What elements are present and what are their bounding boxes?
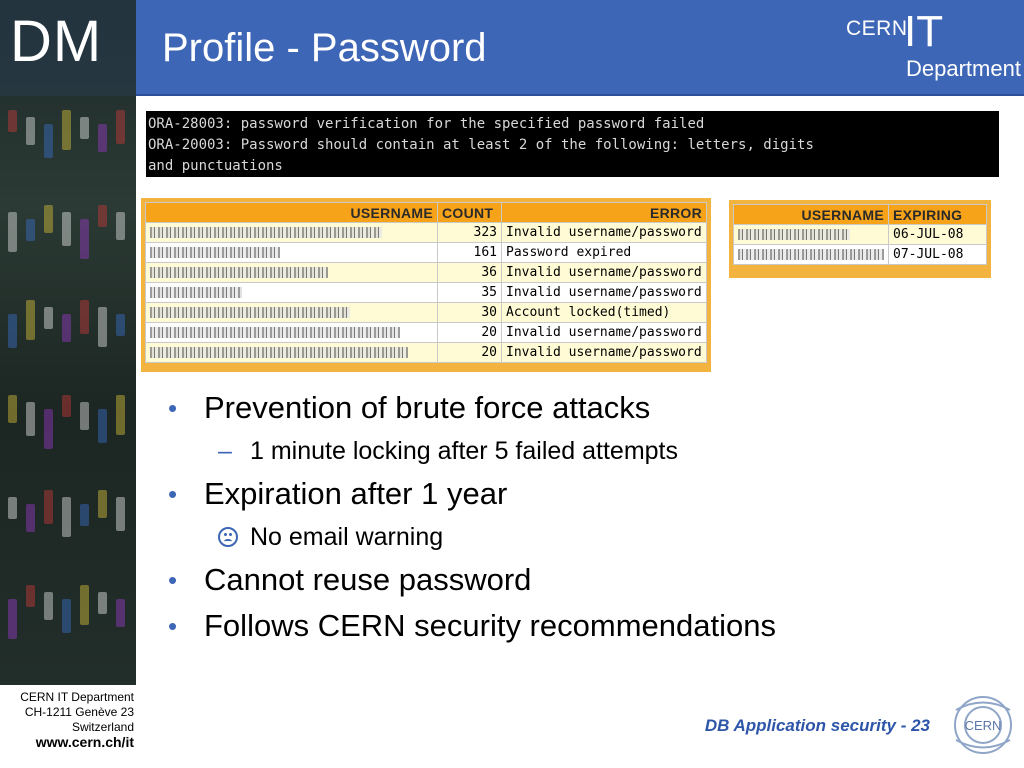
bullet-item	[164, 388, 1004, 428]
error-cell: Invalid username/password	[502, 323, 707, 343]
decorative-strip	[26, 585, 35, 607]
table-row	[146, 263, 707, 283]
bullet-text: Expiration after 1 year	[204, 476, 508, 511]
decorative-strip	[80, 300, 89, 334]
decorative-strip	[98, 409, 107, 443]
count-cell: 30	[438, 303, 502, 323]
console-line: ORA-28003: password verification for the specified password failed	[148, 116, 705, 132]
footer-slide-label: DB Application security - 23	[704, 716, 930, 735]
bullet-list	[164, 388, 1004, 652]
department-logo-word: Department	[906, 56, 1021, 81]
redacted-username-cell	[146, 283, 438, 303]
decorative-strip	[44, 409, 53, 449]
decorative-strip	[44, 124, 53, 158]
cern-round-logo	[948, 690, 1018, 760]
bullet-text: Prevention of brute force attacks	[204, 390, 651, 425]
console-line: ORA-20003: Password should contain at least 2 of the following: letters, digits	[148, 137, 814, 153]
decorative-strip	[44, 490, 53, 524]
sub-bullet-item	[164, 434, 1004, 468]
redacted-username-cell	[734, 245, 889, 265]
decorative-strip	[26, 504, 35, 532]
decorative-strip	[80, 585, 89, 625]
decorative-strip	[116, 395, 125, 435]
cern-round-logo-text: CERN	[964, 718, 1002, 733]
bullet-item	[164, 474, 1004, 514]
table-header-row	[734, 205, 987, 225]
expiring-accounts-table	[733, 204, 987, 265]
expiring-date-cell: 07-JUL-08	[889, 245, 987, 265]
table-row	[734, 225, 987, 245]
bullet-dot-icon: •	[168, 611, 178, 641]
column-header-expiring: EXPIRING	[889, 205, 987, 225]
footer-line: CH-1211 Genève 23	[24, 705, 134, 719]
error-cell: Invalid username/password	[502, 263, 707, 283]
error-cell: Invalid username/password	[502, 223, 707, 243]
error-cell: Invalid username/password	[502, 343, 707, 363]
decorative-strip	[26, 300, 35, 340]
decorative-strip	[98, 490, 107, 518]
column-header-count: COUNT	[438, 203, 502, 223]
count-cell: 323	[438, 223, 502, 243]
table-row	[146, 303, 707, 323]
decorative-strip	[98, 307, 107, 347]
decorative-strip	[98, 124, 107, 152]
decorative-strip	[44, 205, 53, 233]
redacted-username-cell	[146, 323, 438, 343]
redacted-username-cell	[146, 223, 438, 243]
decorative-strip	[62, 599, 71, 633]
decorative-strip	[98, 205, 107, 227]
column-header-username: USERNAME	[734, 205, 889, 225]
error-cell: Password expired	[502, 243, 707, 263]
redacted-username-cell	[146, 343, 438, 363]
table-row	[146, 343, 707, 363]
decorative-strip	[62, 212, 71, 246]
frown-face-icon	[218, 527, 238, 547]
decorative-strip	[44, 307, 53, 329]
sub-bullet-text: 1 minute locking after 5 failed attempts	[250, 437, 679, 465]
title-bar	[136, 0, 1024, 96]
decorative-strip	[26, 219, 35, 241]
decorative-strip	[80, 219, 89, 259]
decorative-strip	[44, 592, 53, 620]
count-cell: 161	[438, 243, 502, 263]
decorative-strip	[116, 599, 125, 627]
count-cell: 35	[438, 283, 502, 303]
table-row	[734, 245, 987, 265]
bullet-dot-icon: •	[168, 393, 178, 423]
dm-logo-text: DM	[10, 9, 103, 74]
slide-title: Profile - Password	[162, 26, 487, 70]
decorative-strip	[116, 212, 125, 240]
it-logo-word: IT	[904, 7, 944, 56]
decorative-strip	[98, 592, 107, 614]
decorative-strip	[8, 314, 17, 348]
decorative-sidebar	[0, 0, 136, 685]
decorative-strip	[62, 497, 71, 537]
table-row	[146, 323, 707, 343]
table-row	[146, 243, 707, 263]
decorative-strip	[62, 110, 71, 150]
expiring-date-cell: 06-JUL-08	[889, 225, 987, 245]
footer-url-link[interactable]: www.cern.ch/it	[35, 734, 134, 750]
column-header-error: ERROR	[502, 203, 707, 223]
footer-address	[0, 690, 136, 750]
decorative-strip	[8, 497, 17, 519]
decorative-strip	[8, 110, 17, 132]
redacted-username-cell	[146, 303, 438, 323]
table-row	[146, 283, 707, 303]
bullet-item	[164, 606, 1004, 646]
decorative-strip	[116, 314, 125, 336]
decorative-strip	[26, 117, 35, 145]
decorative-strip	[80, 504, 89, 526]
cern-it-department-logo	[824, 0, 1024, 96]
cern-logo-word: CERN	[846, 17, 908, 40]
table-row	[146, 223, 707, 243]
decorative-strip	[80, 402, 89, 430]
decorative-strip	[116, 497, 125, 531]
redacted-username-cell	[146, 243, 438, 263]
error-cell: Account locked(timed)	[502, 303, 707, 323]
column-header-username: USERNAME	[146, 203, 438, 223]
bullet-item	[164, 560, 1004, 600]
decorative-strip	[8, 599, 17, 639]
failed-logins-table	[145, 202, 707, 363]
table-header-row	[146, 203, 707, 223]
dash-icon: –	[218, 437, 232, 465]
decorative-strip	[62, 314, 71, 342]
bullet-text: Cannot reuse password	[204, 562, 532, 597]
decorative-strip	[116, 110, 125, 144]
dm-logo	[0, 0, 136, 96]
footer-line: Switzerland	[71, 720, 134, 734]
bullet-dot-icon: •	[168, 479, 178, 509]
count-cell: 20	[438, 323, 502, 343]
failed-logins-table-frame	[141, 198, 711, 372]
console-line: and punctuations	[148, 158, 283, 174]
count-cell: 20	[438, 343, 502, 363]
bullet-text: Follows CERN security recommendations	[204, 608, 776, 643]
decorative-strip	[8, 395, 17, 423]
decorative-strip	[8, 212, 17, 252]
redacted-username-cell	[146, 263, 438, 283]
decorative-strip	[62, 395, 71, 417]
bullet-dot-icon: •	[168, 565, 178, 595]
console-error-box	[146, 111, 999, 177]
decorative-strip	[26, 402, 35, 436]
sub-bullet-text: No email warning	[250, 523, 444, 551]
expiring-accounts-table-frame	[729, 200, 991, 278]
decorative-strip	[80, 117, 89, 139]
sub-bullet-item	[164, 520, 1004, 554]
redacted-username-cell	[734, 225, 889, 245]
footer-line: CERN IT Department	[20, 690, 134, 704]
count-cell: 36	[438, 263, 502, 283]
error-cell: Invalid username/password	[502, 283, 707, 303]
